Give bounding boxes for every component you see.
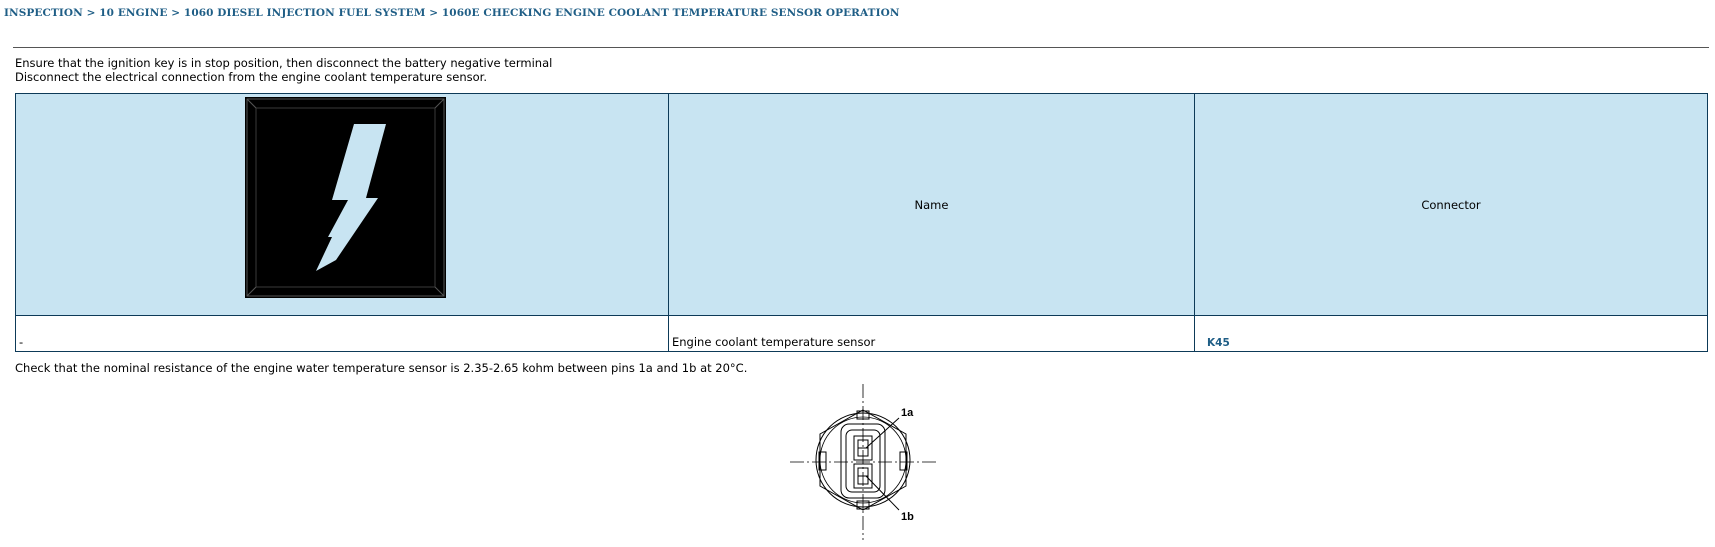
table-header-symbol-cell [16, 94, 669, 316]
breadcrumb-item-current-procedure[interactable]: 1060E CHECKING ENGINE COOLANT TEMPERATURE SENSOR OPERATION [441, 7, 900, 19]
header-divider [13, 47, 1709, 48]
breadcrumb-item-fuel-system[interactable]: 1060 DIESEL INJECTION FUEL SYSTEM [183, 7, 426, 19]
instruction-step-check-resistance: Check that the nominal resistance of the engine water temperature sensor is 2.35-2.65 kohm between pins 1a and 1b at 20°C. [15, 361, 748, 375]
breadcrumb-item-inspection[interactable]: INSPECTION [4, 7, 83, 19]
breadcrumb-separator: > [171, 7, 184, 19]
table-header-row [16, 94, 1708, 316]
sensor-connector-diagram [785, 382, 945, 542]
instruction-step-disconnect-sensor: Disconnect the electrical connection from the engine coolant temperature sensor. [15, 70, 487, 84]
table-header-connector: Connector [1195, 94, 1708, 316]
table-header-name: Name [669, 94, 1195, 316]
table-cell-symbol: - [16, 316, 669, 352]
pin-label-1b: 1b [901, 511, 914, 523]
connector-table [15, 93, 1708, 352]
instruction-step-disconnect-battery: Ensure that the ignition key is in stop position, then disconnect the battery negative terminal [15, 56, 553, 70]
breadcrumb [4, 7, 900, 19]
high-voltage-icon [245, 97, 446, 298]
table-cell-name: Engine coolant temperature sensor [669, 316, 1195, 352]
connector-link-k45[interactable]: K45 [1207, 337, 1230, 349]
breadcrumb-separator: > [86, 7, 100, 19]
table-cell-connector [1195, 316, 1708, 352]
pin-label-1a: 1a [901, 407, 914, 419]
breadcrumb-item-engine[interactable]: 10 ENGINE [99, 7, 168, 19]
table-row [16, 316, 1708, 352]
breadcrumb-separator: > [429, 7, 442, 19]
